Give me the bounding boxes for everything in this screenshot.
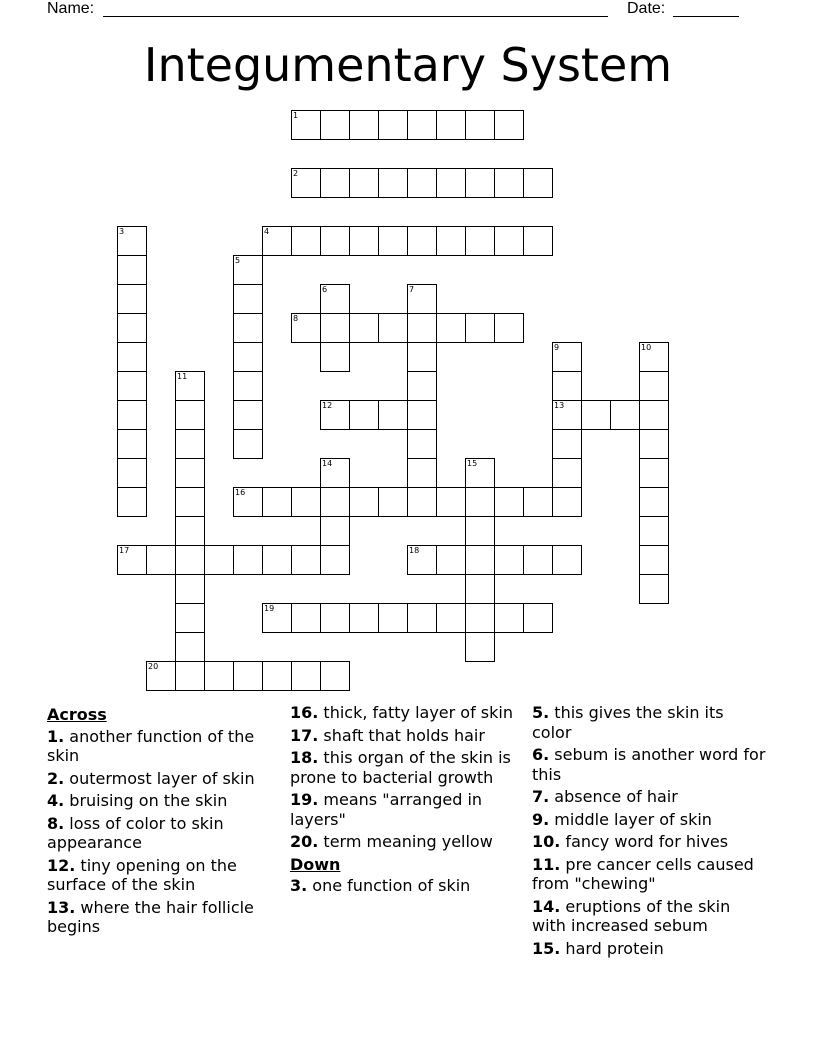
crossword-cell[interactable]: [204, 545, 234, 575]
crossword-cell[interactable]: [233, 545, 263, 575]
crossword-cell[interactable]: [117, 487, 147, 517]
crossword-cell[interactable]: [378, 168, 408, 198]
clue-item: [47, 791, 283, 811]
crossword-cell[interactable]: [175, 458, 205, 488]
crossword-cell[interactable]: [378, 400, 408, 430]
clue-item: [290, 832, 522, 852]
crossword-cell[interactable]: [291, 168, 321, 198]
crossword-cell[interactable]: [378, 487, 408, 517]
clue-item: [290, 726, 522, 746]
crossword-cell[interactable]: [465, 632, 495, 662]
clue-item-number: 20.: [290, 832, 319, 851]
clue-item-number: 13.: [47, 897, 76, 917]
crossword-cell[interactable]: [117, 371, 147, 401]
clue-item: [290, 703, 522, 723]
crossword-cell[interactable]: [436, 313, 466, 343]
clue-number: 10: [641, 343, 652, 352]
crossword-cell[interactable]: [175, 487, 205, 517]
crossword-cell[interactable]: [233, 487, 263, 517]
crossword-cell[interactable]: [175, 516, 205, 546]
crossword-cell[interactable]: [320, 545, 350, 575]
clue-item-number: 14.: [532, 896, 561, 916]
crossword-cell[interactable]: [117, 284, 147, 314]
crossword-cell[interactable]: [233, 342, 263, 372]
crossword-cell[interactable]: [407, 313, 437, 343]
crossword-cell[interactable]: [175, 400, 205, 430]
crossword-cell[interactable]: [320, 226, 350, 256]
crossword-cell[interactable]: [494, 603, 524, 633]
clue-item: [47, 856, 283, 895]
crossword-cell[interactable]: [465, 516, 495, 546]
crossword-cell[interactable]: [349, 110, 379, 140]
down-heading: Down: [290, 854, 341, 874]
crossword-cell[interactable]: [262, 487, 292, 517]
crossword-cell[interactable]: [262, 545, 292, 575]
clue-number: 12: [322, 401, 333, 410]
crossword-cell[interactable]: [378, 313, 408, 343]
clue-number: 16: [235, 488, 246, 497]
clue-item-number: 18.: [290, 748, 319, 767]
clue-item-number: 12.: [47, 855, 76, 875]
clue-item-number: 6.: [532, 745, 550, 764]
clue-item-text: hard protein: [560, 938, 664, 958]
crossword-cell[interactable]: [175, 632, 205, 662]
clue-item-text: bruising on the skin: [64, 791, 228, 810]
crossword-cell[interactable]: [523, 603, 553, 633]
crossword-cell[interactable]: [291, 487, 321, 517]
crossword-cell[interactable]: [117, 429, 147, 459]
clue-item: [47, 814, 283, 853]
crossword-cell[interactable]: [436, 110, 466, 140]
crossword-cell[interactable]: [233, 400, 263, 430]
crossword-cell[interactable]: [117, 226, 147, 256]
clue-item-text: this organ of the skin is prone to bacterial growth: [290, 748, 511, 787]
crossword-cell[interactable]: [320, 110, 350, 140]
crossword-cell[interactable]: [494, 168, 524, 198]
crossword-cell[interactable]: [291, 661, 321, 691]
crossword-cell[interactable]: [552, 342, 582, 372]
crossword-cell[interactable]: [378, 603, 408, 633]
clues-column-1: [47, 703, 283, 940]
crossword-cell[interactable]: [610, 400, 640, 430]
crossword-cell[interactable]: [552, 371, 582, 401]
clue-number: 19: [264, 604, 275, 613]
across-heading: Across: [47, 705, 107, 724]
clue-item-number: 8.: [47, 813, 65, 833]
crossword-cell[interactable]: [407, 342, 437, 372]
crossword-cell[interactable]: [117, 545, 147, 575]
crossword-cell[interactable]: [320, 284, 350, 314]
clue-item: [290, 790, 522, 829]
crossword-cell[interactable]: [523, 168, 553, 198]
clue-number: 6: [322, 285, 328, 294]
crossword-cell[interactable]: [465, 487, 495, 517]
clue-item: [532, 810, 768, 830]
crossword-cell[interactable]: [407, 400, 437, 430]
crossword-cell[interactable]: [436, 226, 466, 256]
crossword-cell[interactable]: [639, 458, 669, 488]
clues-column-3: [532, 703, 768, 961]
clue-item-text: thick, fatty layer of skin: [318, 703, 513, 722]
crossword-cell[interactable]: [175, 429, 205, 459]
crossword-cell[interactable]: [291, 603, 321, 633]
crossword-cell[interactable]: [494, 226, 524, 256]
clue-item-number: 11.: [532, 854, 561, 874]
crossword-cell[interactable]: [639, 516, 669, 546]
clue-number: 2: [293, 169, 299, 178]
crossword-cell[interactable]: [523, 487, 553, 517]
clue-item-number: 1.: [47, 726, 65, 746]
clue-item: [532, 787, 768, 807]
crossword-cell[interactable]: [320, 342, 350, 372]
clue-item: [532, 703, 768, 742]
crossword-cell[interactable]: [320, 168, 350, 198]
clue-item: [532, 897, 768, 936]
crossword-cell[interactable]: [204, 661, 234, 691]
clue-number: 8: [293, 314, 299, 323]
crossword-cell[interactable]: [262, 661, 292, 691]
name-label: Name:: [47, 0, 95, 17]
crossword-cell[interactable]: [146, 545, 176, 575]
crossword-cell[interactable]: [349, 603, 379, 633]
crossword-cell[interactable]: [523, 545, 553, 575]
crossword-cell[interactable]: [291, 545, 321, 575]
crossword-cell[interactable]: [465, 313, 495, 343]
crossword-cell[interactable]: [233, 284, 263, 314]
crossword-cell[interactable]: [465, 168, 495, 198]
clue-item-number: 5.: [532, 703, 550, 722]
clue-number: 15: [467, 459, 478, 468]
clue-item-number: 17.: [290, 725, 319, 745]
crossword-cell[interactable]: [117, 458, 147, 488]
clue-item-text: one function of skin: [307, 876, 471, 895]
clue-item-text: pre cancer cells caused from "chewing": [532, 854, 754, 893]
crossword-cell[interactable]: [436, 545, 466, 575]
clue-list: [532, 703, 768, 958]
crossword-cell[interactable]: [465, 110, 495, 140]
crossword-cell[interactable]: [291, 226, 321, 256]
crossword-cell[interactable]: [436, 168, 466, 198]
clue-item-text: eruptions of the skin with increased sebum: [532, 896, 731, 935]
date-label: Date:: [627, 0, 666, 17]
crossword-cell[interactable]: [233, 255, 263, 285]
crossword-cell[interactable]: [349, 487, 379, 517]
crossword-cell[interactable]: [320, 400, 350, 430]
clue-number: 18: [409, 546, 420, 555]
crossword-cell[interactable]: [233, 661, 263, 691]
crossword-cell[interactable]: [407, 168, 437, 198]
crossword-cell[interactable]: [378, 226, 408, 256]
crossword-cell[interactable]: [639, 487, 669, 517]
crossword-cell[interactable]: [320, 313, 350, 343]
crossword-cell[interactable]: [407, 110, 437, 140]
crossword-cell[interactable]: [233, 371, 263, 401]
crossword-cell[interactable]: [320, 458, 350, 488]
crossword-cell[interactable]: [349, 313, 379, 343]
crossword-cell[interactable]: [349, 400, 379, 430]
crossword-cell[interactable]: [465, 226, 495, 256]
crossword-cell[interactable]: [117, 342, 147, 372]
crossword-cell[interactable]: [175, 603, 205, 633]
crossword-cell[interactable]: [639, 545, 669, 575]
clue-number: 5: [235, 256, 241, 265]
crossword-cell[interactable]: [494, 545, 524, 575]
crossword-cell[interactable]: [552, 458, 582, 488]
crossword-cell[interactable]: [407, 284, 437, 314]
clue-item-text: loss of color to skin appearance: [47, 813, 224, 852]
clue-item-text: term meaning yellow: [318, 832, 493, 851]
crossword-cell[interactable]: [349, 168, 379, 198]
crossword-cell[interactable]: [436, 487, 466, 517]
clue-item-number: 19.: [290, 790, 319, 809]
clue-number: 11: [177, 372, 188, 381]
crossword-cell[interactable]: [407, 458, 437, 488]
crossword-cell[interactable]: [465, 603, 495, 633]
crossword-cell[interactable]: [291, 110, 321, 140]
clue-item: [532, 855, 768, 894]
crossword-cell[interactable]: [175, 574, 205, 604]
clue-item: [47, 898, 283, 937]
clue-item-number: 4.: [47, 791, 65, 810]
clue-number: 4: [264, 227, 270, 236]
clue-item-number: 9.: [532, 809, 550, 829]
clue-item-number: 7.: [532, 787, 550, 806]
clue-item-text: where the hair follicle begins: [47, 897, 254, 936]
crossword-cell[interactable]: [320, 603, 350, 633]
clue-number: 13: [554, 401, 565, 410]
crossword-cell[interactable]: [407, 371, 437, 401]
crossword-cell[interactable]: [639, 400, 669, 430]
clue-item-text: shaft that holds hair: [318, 725, 485, 745]
clue-item-number: 3.: [290, 876, 308, 895]
clue-number: 1: [293, 111, 299, 120]
crossword-cell[interactable]: [552, 400, 582, 430]
crossword-cell[interactable]: [175, 661, 205, 691]
crossword-cell[interactable]: [639, 429, 669, 459]
clue-number: 3: [119, 227, 125, 236]
clue-item: [47, 769, 283, 789]
crossword-cell[interactable]: [378, 110, 408, 140]
clue-item-text: means "arranged in layers": [290, 790, 483, 829]
crossword-cell[interactable]: [639, 574, 669, 604]
crossword-cell[interactable]: [552, 429, 582, 459]
crossword-cell[interactable]: [465, 458, 495, 488]
clue-item-text: this gives the skin its color: [532, 703, 724, 742]
crossword-cell[interactable]: [639, 342, 669, 372]
crossword-cell[interactable]: [320, 487, 350, 517]
clue-item: [290, 748, 522, 787]
clue-item-text: another function of the skin: [47, 726, 255, 765]
clue-item-text: middle layer of skin: [549, 809, 712, 829]
clue-number: 20: [148, 662, 159, 671]
clue-item-text: outermost layer of skin: [64, 768, 255, 788]
clue-item-text: fancy word for hives: [560, 832, 729, 851]
clue-list: [47, 727, 283, 937]
crossword-cell[interactable]: [494, 110, 524, 140]
clue-item: [532, 939, 768, 959]
clue-number: 14: [322, 459, 333, 468]
crossword-cell[interactable]: [407, 429, 437, 459]
crossword-cell[interactable]: [117, 313, 147, 343]
crossword-cell[interactable]: [465, 545, 495, 575]
crossword-cell[interactable]: [552, 487, 582, 517]
clue-number: 7: [409, 285, 415, 294]
clues-column-2: [290, 703, 522, 899]
clue-number: 9: [554, 343, 560, 352]
crossword-cell[interactable]: [320, 516, 350, 546]
crossword-cell[interactable]: [262, 603, 292, 633]
clue-number: 17: [119, 546, 130, 555]
clue-item-number: 16.: [290, 703, 319, 722]
crossword-cell[interactable]: [407, 226, 437, 256]
crossword-cell[interactable]: [349, 226, 379, 256]
crossword-cell[interactable]: [494, 313, 524, 343]
crossword-cell[interactable]: [262, 226, 292, 256]
crossword-cell[interactable]: [407, 487, 437, 517]
page-title: Integumentary System: [143, 38, 673, 92]
crossword-cell[interactable]: [552, 545, 582, 575]
clue-item-text: sebum is another word for this: [532, 745, 766, 784]
crossword-cell[interactable]: [639, 371, 669, 401]
clue-item: [532, 745, 768, 784]
crossword-cell[interactable]: [407, 545, 437, 575]
clue-item: [290, 876, 522, 896]
clue-list: [290, 703, 522, 852]
clue-item-number: 10.: [532, 832, 561, 851]
crossword-cell[interactable]: [233, 313, 263, 343]
clue-item: [532, 832, 768, 852]
clue-item-number: 2.: [47, 768, 65, 788]
crossword-cell[interactable]: [146, 661, 176, 691]
crossword-cell[interactable]: [320, 661, 350, 691]
clue-item: [47, 727, 283, 766]
crossword-cell[interactable]: [117, 400, 147, 430]
crossword-cell[interactable]: [175, 371, 205, 401]
clue-item-number: 15.: [532, 938, 561, 958]
clue-item-text: absence of hair: [549, 787, 678, 806]
crossword-cell[interactable]: [291, 313, 321, 343]
crossword-cell[interactable]: [233, 429, 263, 459]
crossword-cell[interactable]: [407, 603, 437, 633]
crossword-cell[interactable]: [523, 226, 553, 256]
clue-list: [290, 876, 522, 896]
crossword-cell[interactable]: [581, 400, 611, 430]
crossword-cell[interactable]: [175, 545, 205, 575]
crossword-cell[interactable]: [494, 487, 524, 517]
crossword-cell[interactable]: [465, 574, 495, 604]
crossword-cell[interactable]: [436, 603, 466, 633]
clue-item-text: tiny opening on the surface of the skin: [47, 855, 237, 894]
crossword-cell[interactable]: [117, 255, 147, 285]
